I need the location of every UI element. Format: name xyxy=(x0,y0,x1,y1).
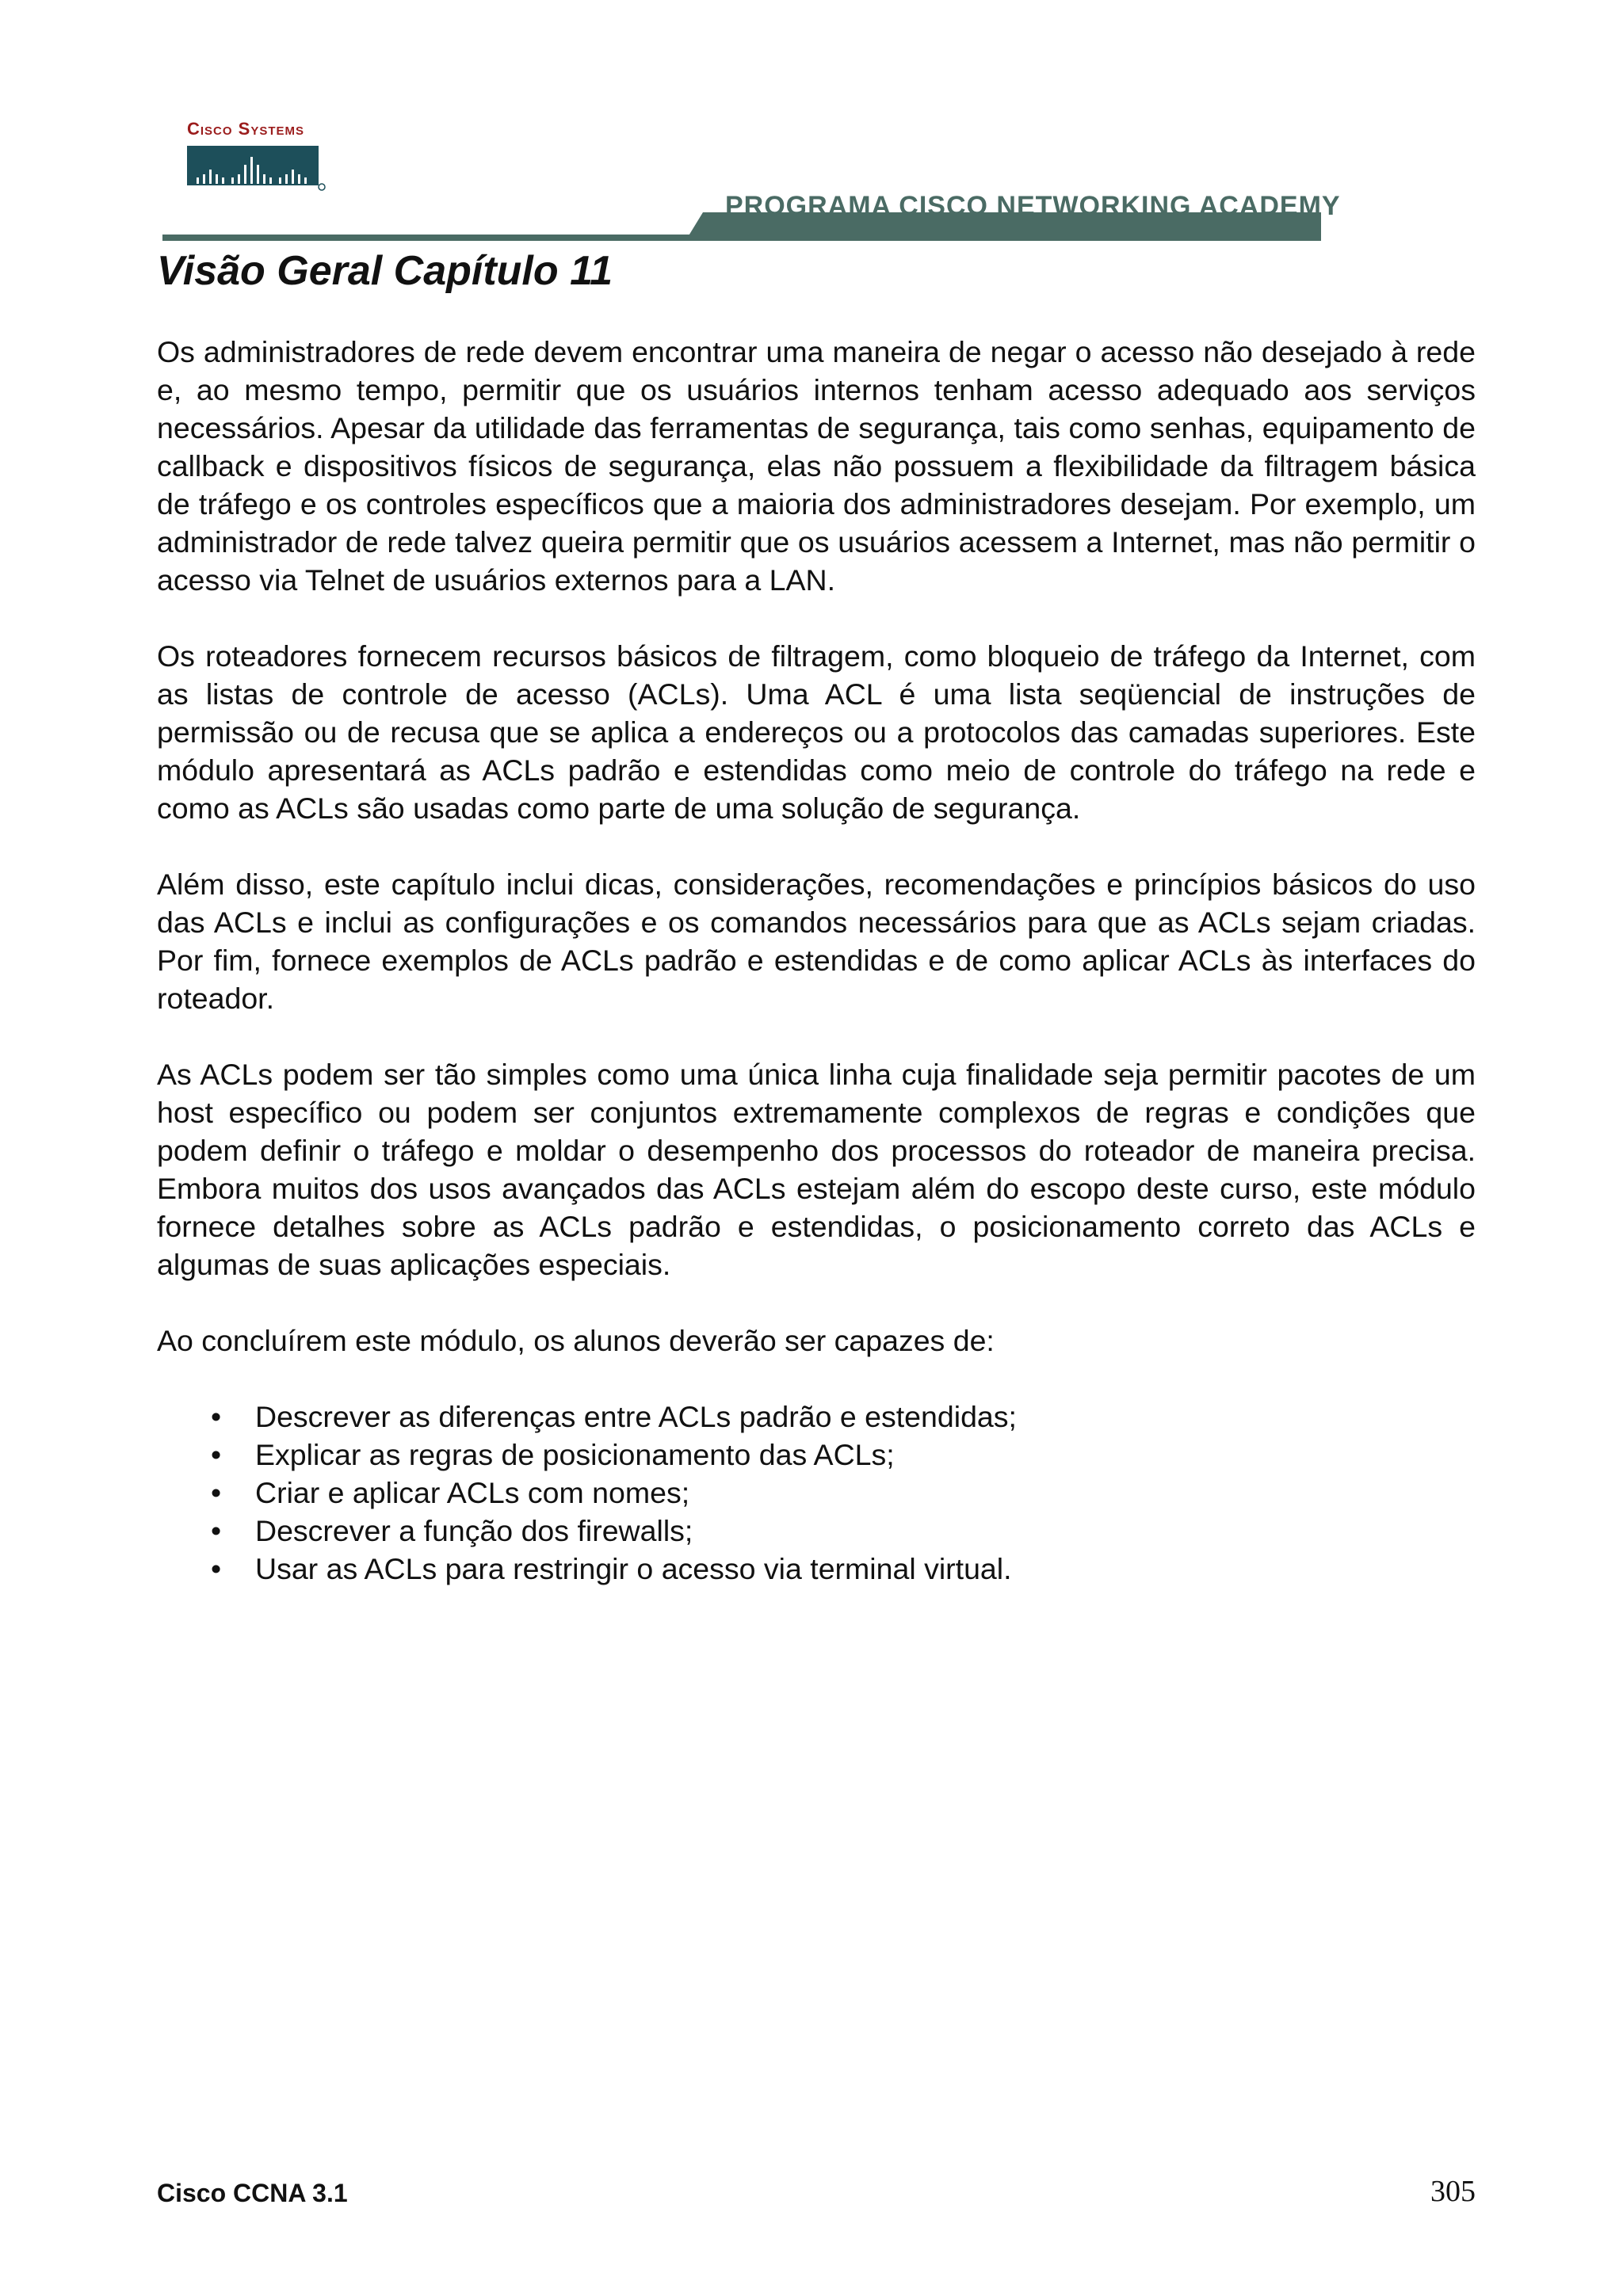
objective-text: Descrever a função dos firewalls; xyxy=(255,1514,693,1547)
objective-text: Descrever as diferenças entre ACLs padrão e estendidas; xyxy=(255,1400,1017,1433)
objective-item xyxy=(157,1436,1476,1474)
objectives-list xyxy=(157,1398,1476,1588)
page-title: Visão Geral Capítulo 11 xyxy=(157,248,613,294)
academy-header-band xyxy=(162,190,1341,246)
bullet-icon: • xyxy=(211,1438,222,1471)
objective-item xyxy=(157,1512,1476,1550)
objective-item xyxy=(157,1474,1476,1512)
bullet-icon: • xyxy=(211,1476,222,1509)
academy-title: PROGRAMA CISCO NETWORKING ACADEMY xyxy=(725,191,1341,221)
header-rule xyxy=(162,235,1321,241)
objective-text: Explicar as regras de posicionamento das ACLs; xyxy=(255,1438,895,1471)
logo-text: Cisco Systems xyxy=(187,119,305,139)
objective-text: Criar e aplicar ACLs com nomes; xyxy=(255,1476,690,1509)
objective-item xyxy=(157,1398,1476,1436)
body-paragraph: As ACLs podem ser tão simples como uma única linha cuja finalidade seja permitir pacotes de um host específico ou podem ser conjuntos extremamente complexos de regras e condições que podem definir o tráfego e moldar o desempenho dos processos do roteador de maneira precisa. Embora muitos dos usos avançados das ACLs estejam além do escopo deste curso, este módulo fornece detalhes sobre as ACLs padrão e estendidas, o posicionamento correto das ACLs e algumas de suas aplicações especiais. xyxy=(157,1058,1476,1281)
bullet-icon: • xyxy=(211,1400,222,1433)
cisco-logo xyxy=(187,119,327,193)
body-paragraph: Os roteadores fornecem recursos básicos de filtragem, como bloqueio de tráfego da Internet, com as listas de controle de acesso (ACLs). Uma ACL é uma lista seqüencial de instruções de permissão ou de recusa que se aplica a endereços ou a protocolos das camadas superiores. Este módulo apresentará as ACLs padrão e estendidas como meio de controle do tráfego na rede e como as ACLs são usadas como parte de uma solução de segurança. xyxy=(157,639,1476,825)
chapter-body xyxy=(157,333,1476,1588)
body-paragraph: Os administradores de rede devem encontrar uma maneira de negar o acesso não desejado à rede e, ao mesmo tempo, permitir que os usuários internos tenham acesso adequado aos serviços necessários. Apesar da utilidade das ferramentas de segurança, tais como senhas, equipamento de callback e dispositivos físicos de segurança, elas não possuem a flexibilidade da filtragem básica de tráfego e os controles específicos que a maioria dos administradores desejam. Por exemplo, um administrador de rede talvez queira permitir que os usuários acessem a Internet, mas não permitir o acesso via Telnet de usuários externos para a LAN. xyxy=(157,335,1476,597)
bullet-icon: • xyxy=(211,1514,222,1547)
objectives-intro: Ao concluírem este módulo, os alunos deverão ser capazes de: xyxy=(157,1324,995,1357)
cisco-bridge-logo-icon xyxy=(187,146,327,193)
page-number: 305 xyxy=(1430,2175,1476,2208)
bullet-icon: • xyxy=(211,1552,222,1585)
objective-text: Usar as ACLs para restringir o acesso via terminal virtual. xyxy=(255,1552,1012,1585)
body-paragraph: Além disso, este capítulo inclui dicas, considerações, recomendações e princípios básicos do uso das ACLs e inclui as configurações e os comandos necessários para que as ACLs sejam criadas. Por fim, fornece exemplos de ACLs padrão e estendidas e de como aplicar ACLs às interfaces do roteador. xyxy=(157,868,1476,1015)
footer-course-name: Cisco CCNA 3.1 xyxy=(157,2179,348,2207)
objective-item xyxy=(157,1550,1476,1588)
